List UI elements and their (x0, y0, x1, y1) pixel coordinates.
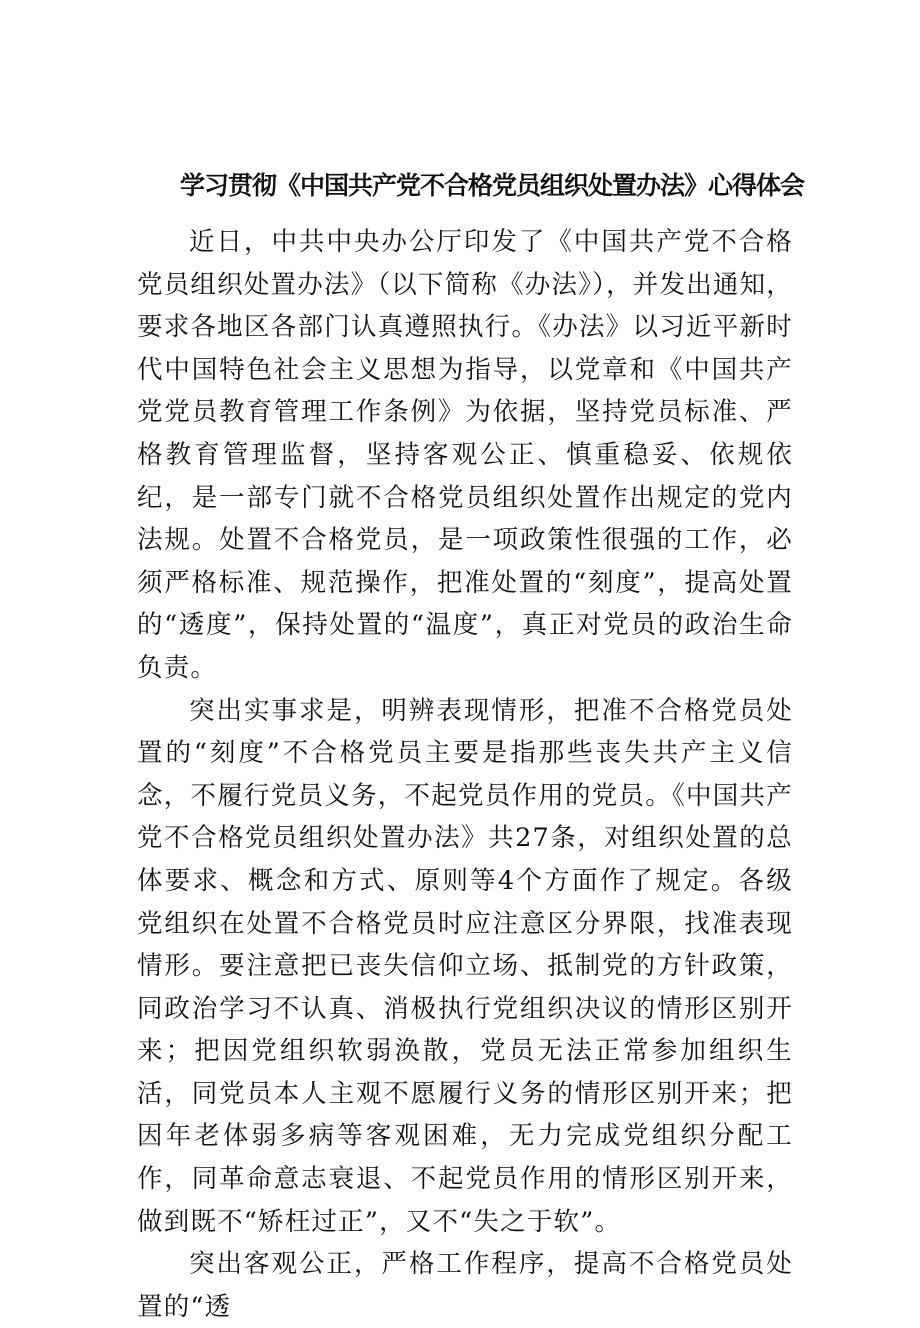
document-title: 学习贯彻《中国共产党不合格党员组织处置办法》心得体会 (180, 171, 805, 200)
document-body (137, 221, 793, 1328)
paragraph-1: 近日，中共中央办公厅印发了《中国共产党不合格党员组织处置办法》（以下简称《办法》），并发出通知，要求各地区各部门认真遵照执行。《办法》以习近平新时代中国特色社会主义思想为指导，以党章和《中国共产党党员教育管理工作条例》为依据，坚持党员标准、严格教育管理监督，坚持客观公正、慎重稳妥、依规依纪，是一部专门就不合格党员组织处置作出规定的党内法规。处置不合格党员，是一项政策性很强的工作，必须严格标准、规范操作，把准处置的“刻度”，提高处置的“透度”，保持处置的“温度”，真正对党员的政治生命负责。 (137, 227, 793, 683)
paragraph-3: 突出客观公正，严格工作程序，提高不合格党员处置的“透 (137, 1249, 793, 1322)
paragraph-2: 突出实事求是，明辨表现情形，把准不合格党员处置的“刻度”不合格党员主要是指那些丧失共产主义信念，不履行党员义务，不起党员作用的党员。《中国共产党不合格党员组织处置办法》共27条，对组织处置的总体要求、概念和方式、原则等4个方面作了规定。各级党组织在处置不合格党员时应注意区分界限，找准表现情形。要注意把已丧失信仰立场、抵制党的方针政策，同政治学习不认真、消极执行党组织决议的情形区别开来；把因党组织软弱涣散，党员无法正常参加组织生活，同党员本人主观不愿履行义务的情形区别开来；把因年老体弱多病等客观困难，无力完成党组织分配工作，同革命意志衰退、不起党员作用的情形区别开来，做到既不“矫枉过正”，又不“失之于软”。 (137, 695, 793, 1237)
